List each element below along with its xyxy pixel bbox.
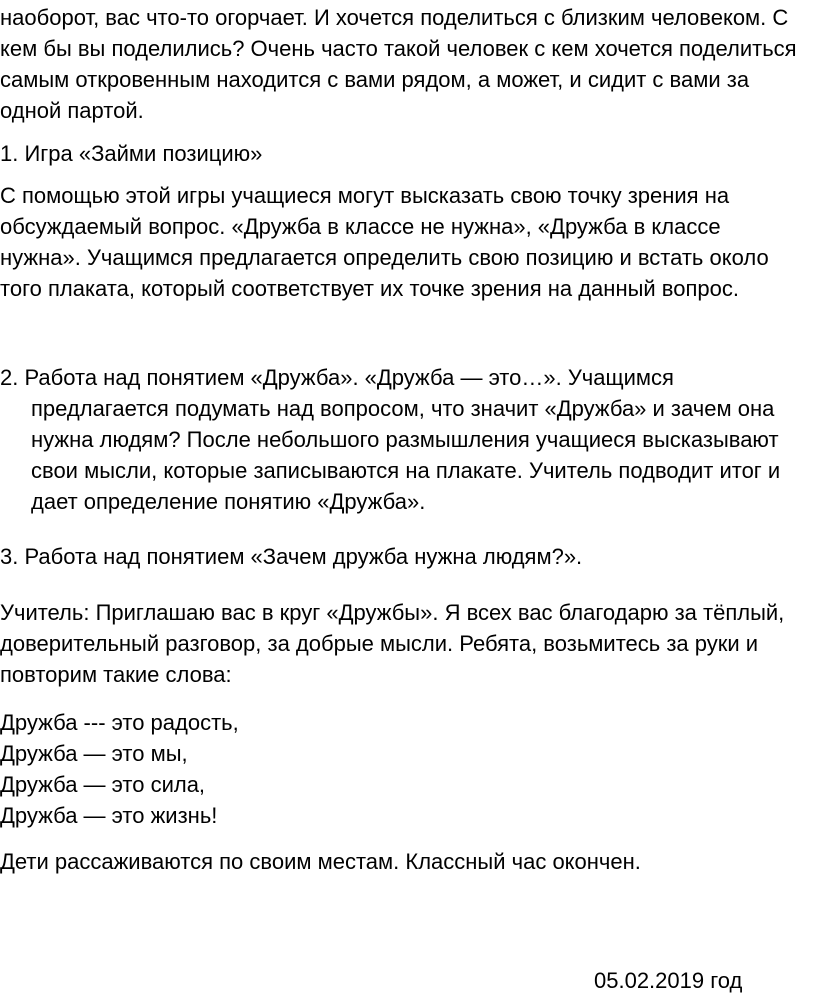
list-item-2: 2. Работа над понятием «Дружба». «Дружба — это…». Учащимся предлагается подумать над вопросом, что значит «Дружба» и зачем она нужна людям? После небольшого размышления учащиеся высказывают свои мысли, которые записываются на плакате. Учитель подводит итог и дает определение понятию «Дружба». xyxy=(0,365,781,514)
list-item-3: 3. Работа над понятием «Зачем дружба нужна людям?». xyxy=(0,544,583,569)
game-description: С помощью этой игры учащиеся могут высказать свою точку зрения на обсуждаемый вопрос. «Дружба в классе не нужна», «Дружба в классе нужна». Учащимся предлагается определить свою позицию и встать около того плаката, который соответствует их точке зрения на данный вопрос. xyxy=(0,183,769,301)
intro-text-after: огорчает. И хочется поделиться с близким человеком. С кем бы вы поделились? Очень часто такой человек с кем хочется поделиться самым откровенным находится с вами рядом, а может, и сидит с вами за одной партой. xyxy=(0,5,797,123)
intro-paragraph xyxy=(0,2,800,126)
intro-link-word[interactable]: что-то xyxy=(146,5,210,30)
verse-line-1: Дружба --- это радость, xyxy=(0,710,239,735)
verse-line-4: Дружба — это жизнь! xyxy=(0,803,218,828)
intro-text-before: наоборот, вас xyxy=(0,5,147,30)
game-heading: 1. Игра «Займи позицию» xyxy=(0,141,263,166)
teacher-paragraph: Учитель: Приглашаю вас в круг «Дружбы». Я всех вас благодарю за тёплый, доверительный разговор, за добрые мысли. Ребята, возьмитесь за руки и повторим такие слова: xyxy=(0,600,785,687)
friendship-verse xyxy=(0,707,800,831)
closing-paragraph: Дети рассаживаются по своим местам. Классный час окончен. xyxy=(0,849,641,874)
document-date: 05.02.2019 год xyxy=(594,968,743,993)
verse-line-2: Дружба — это мы, xyxy=(0,741,188,766)
verse-line-3: Дружба — это сила, xyxy=(0,772,206,797)
